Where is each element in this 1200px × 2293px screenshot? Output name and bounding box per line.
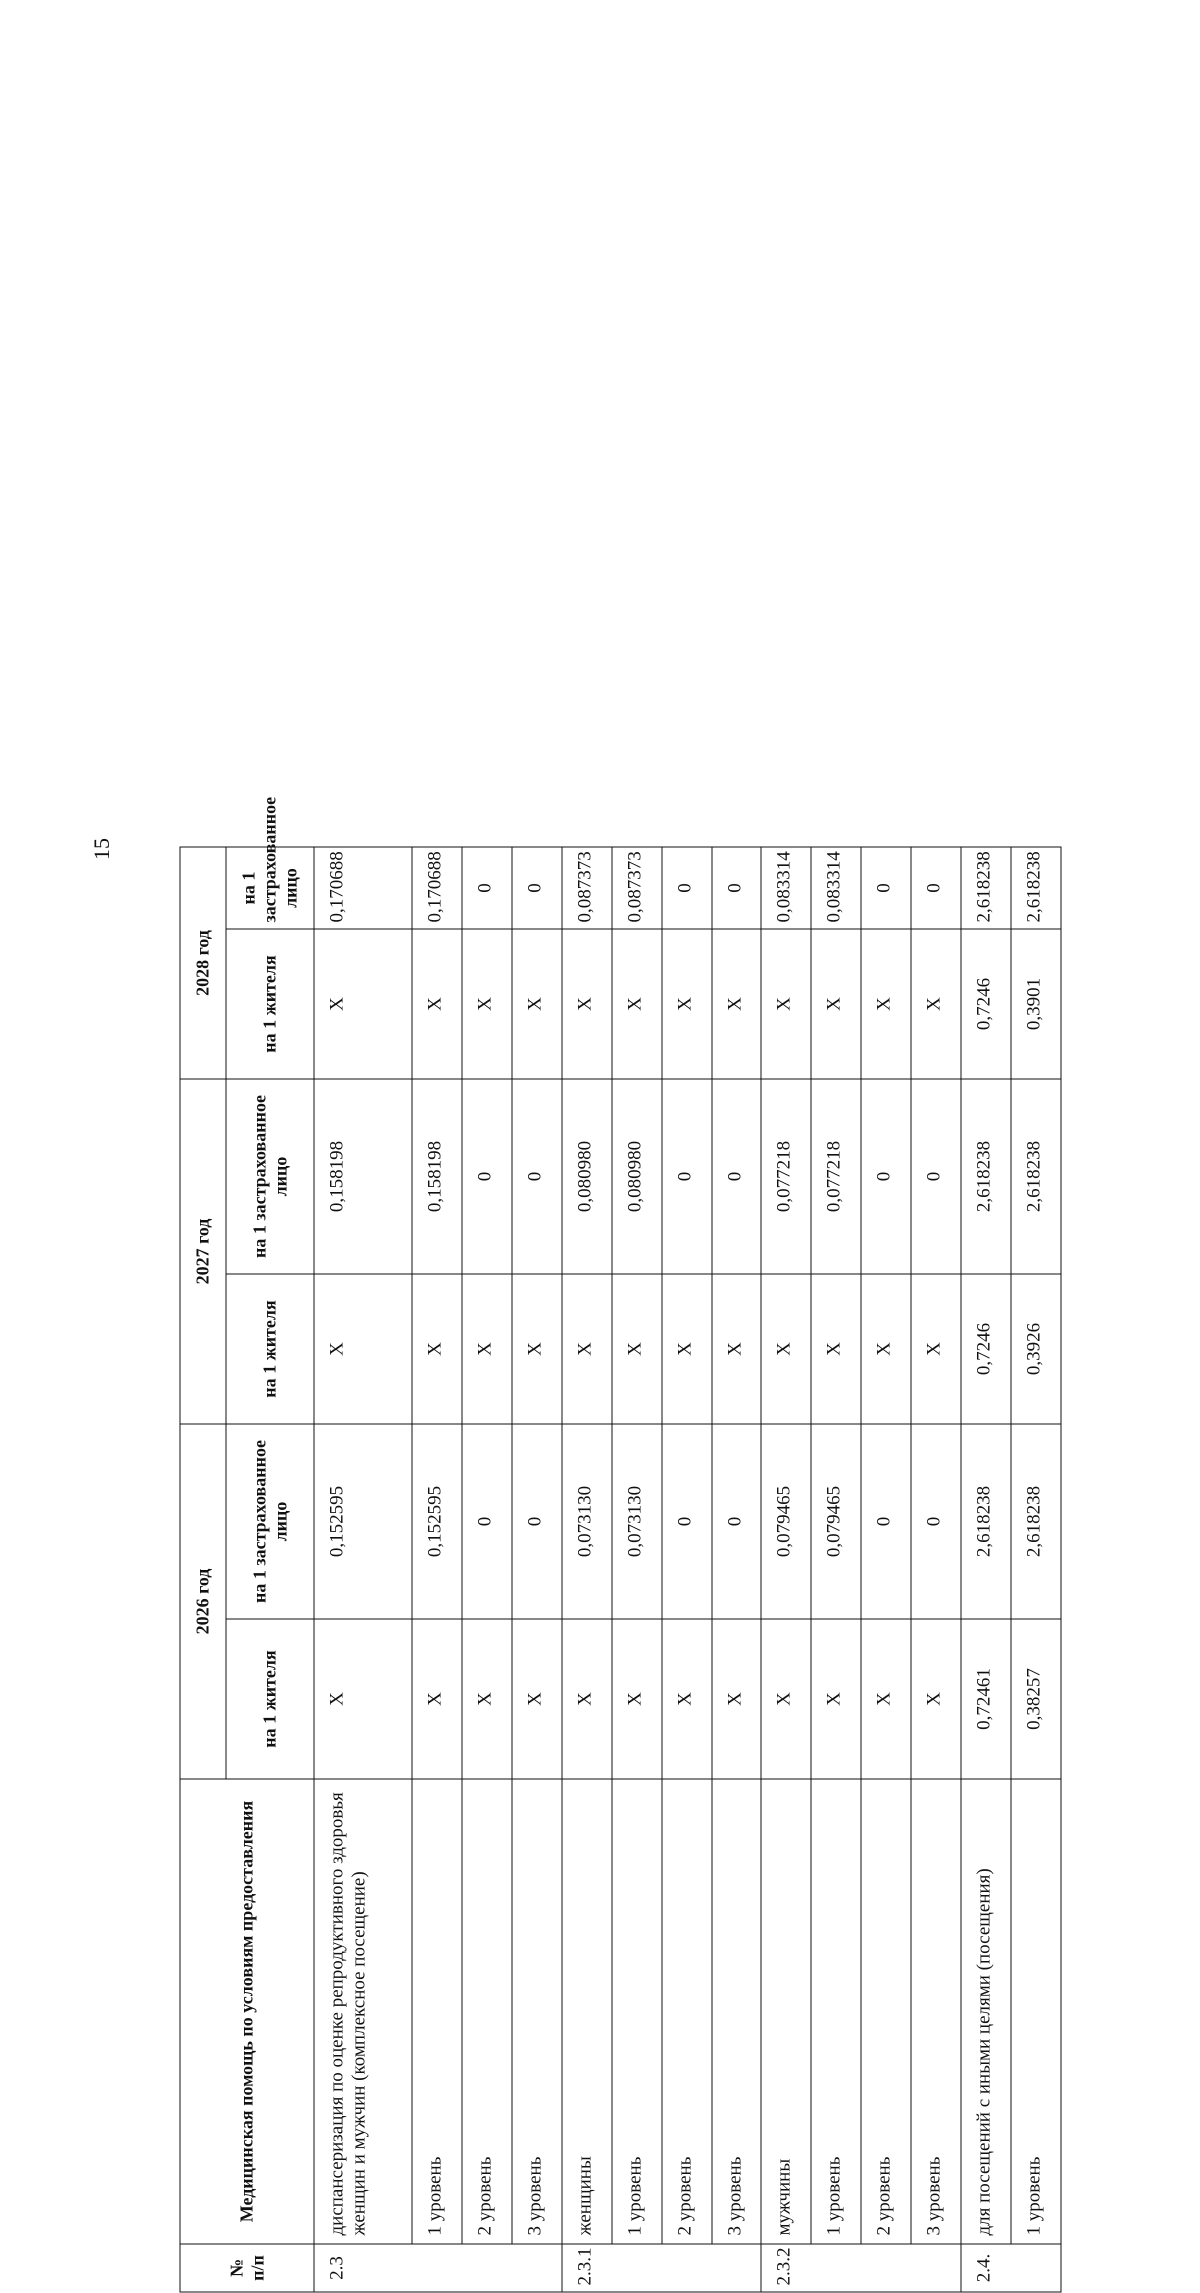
cell-value: 0 xyxy=(462,1079,512,1274)
cell-value: X xyxy=(861,1619,911,1779)
table-row xyxy=(562,847,612,2292)
table-row xyxy=(811,847,861,2292)
header-row-years xyxy=(180,847,226,2292)
cell-value: X xyxy=(412,1619,462,1779)
cell-value: 0,158198 xyxy=(412,1079,462,1274)
cell-value: 0 xyxy=(861,1079,911,1274)
cell-value: X xyxy=(662,1274,712,1424)
cell-value: 2,618238 xyxy=(961,1424,1011,1619)
cell-value: X xyxy=(811,1274,861,1424)
header-name: Медицинская помощь по условиям предоставления xyxy=(180,1779,314,2244)
table-row xyxy=(911,847,961,2292)
cell-value: 0,38257 xyxy=(1011,1619,1061,1779)
cell-value: 0,077218 xyxy=(811,1079,861,1274)
table-row xyxy=(761,847,811,2292)
header-year-2027: 2027 год xyxy=(180,1079,226,1424)
header-per-insured: на 1 застрахованное лицо xyxy=(226,1079,314,1274)
header-year-2026: 2026 год xyxy=(180,1424,226,1779)
cell-value: 2,618238 xyxy=(961,1079,1011,1274)
row-name: мужчины xyxy=(761,1779,811,2244)
cell-value: 0,7246 xyxy=(961,1274,1011,1424)
table-row xyxy=(961,847,1011,2292)
table-row xyxy=(314,847,412,2292)
cell-value: X xyxy=(662,929,712,1079)
cell-value: 0,170688 xyxy=(314,847,412,929)
row-name: 1 уровень xyxy=(612,1779,662,2244)
header-year-2028: 2028 год xyxy=(180,847,226,1079)
cell-value: 0,077218 xyxy=(761,1079,811,1274)
cell-value: X xyxy=(911,1619,961,1779)
cell-value: 0,3926 xyxy=(1011,1274,1061,1424)
cell-value: 0,7246 xyxy=(961,929,1011,1079)
cell-value: X xyxy=(761,929,811,1079)
cell-value: 0,073130 xyxy=(612,1424,662,1619)
cell-value: X xyxy=(512,929,562,1079)
cell-value: 0 xyxy=(861,1424,911,1619)
cell-value: X xyxy=(512,1274,562,1424)
cell-value: 2,618238 xyxy=(1011,1079,1061,1274)
row-num: 2.3.2 xyxy=(761,2244,961,2292)
cell-value: X xyxy=(712,929,762,1079)
cell-value: 2,618238 xyxy=(1011,847,1061,929)
row-num: 2.4. xyxy=(961,2244,1061,2292)
cell-value: 0 xyxy=(512,847,562,929)
row-name: 2 уровень xyxy=(662,1779,712,2244)
cell-value: 0,152595 xyxy=(314,1424,412,1619)
cell-value: 0,080980 xyxy=(562,1079,612,1274)
cell-value: X xyxy=(712,1619,762,1779)
header-per-resident: на 1 жителя xyxy=(226,1274,314,1424)
cell-value: 0 xyxy=(662,1079,712,1274)
row-name: диспансеризация по оценке репродуктивного здоровья женщин и мужчин (комплексное посещение) xyxy=(314,1779,412,2244)
cell-value: X xyxy=(861,929,911,1079)
cell-value: X xyxy=(512,1619,562,1779)
table-row xyxy=(662,847,712,2292)
table-row xyxy=(412,847,462,2292)
cell-value: 0,158198 xyxy=(314,1079,412,1274)
header-per-insured: на 1 застрахованное лицо xyxy=(226,847,314,929)
cell-value: 0 xyxy=(712,1079,762,1274)
cell-value: X xyxy=(462,929,512,1079)
cell-value: 0,3901 xyxy=(1011,929,1061,1079)
row-name: женщины xyxy=(562,1779,612,2244)
cell-value: X xyxy=(662,1619,712,1779)
cell-value: X xyxy=(612,1619,662,1779)
header-per-resident: на 1 жителя xyxy=(226,1619,314,1779)
header-num: № п/п xyxy=(180,2244,314,2292)
page-number: 15 xyxy=(89,838,114,860)
cell-value: 0,083314 xyxy=(761,847,811,929)
row-name: 1 уровень xyxy=(1011,1779,1061,2244)
header-per-resident: на 1 жителя xyxy=(226,929,314,1079)
table-row xyxy=(612,847,662,2292)
cell-value: X xyxy=(811,929,861,1079)
cell-value: 0,152595 xyxy=(412,1424,462,1619)
cell-value: X xyxy=(412,929,462,1079)
cell-value: 0,72461 xyxy=(961,1619,1011,1779)
cell-value: X xyxy=(612,929,662,1079)
cell-value: X xyxy=(761,1619,811,1779)
row-name: 3 уровень xyxy=(911,1779,961,2244)
row-name: 3 уровень xyxy=(512,1779,562,2244)
cell-value: 0,073130 xyxy=(562,1424,612,1619)
table-row xyxy=(712,847,762,2292)
cell-value: 0 xyxy=(911,1424,961,1619)
cell-value: X xyxy=(861,1274,911,1424)
cell-value: X xyxy=(462,1274,512,1424)
cell-value: 0 xyxy=(662,847,712,929)
row-name: для посещений с иными целями (посещения) xyxy=(961,1779,1011,2244)
row-name: 2 уровень xyxy=(861,1779,911,2244)
cell-value: X xyxy=(462,1619,512,1779)
cell-value: X xyxy=(314,1619,412,1779)
row-name: 3 уровень xyxy=(712,1779,762,2244)
cell-value: 0 xyxy=(512,1079,562,1274)
row-num: 2.3 xyxy=(314,2244,562,2292)
row-num: 2.3.1 xyxy=(562,2244,762,2292)
cell-value: 0 xyxy=(712,1424,762,1619)
cell-value: X xyxy=(761,1274,811,1424)
cell-value: X xyxy=(562,1274,612,1424)
cell-value: X xyxy=(712,1274,762,1424)
table-row xyxy=(861,847,911,2292)
cell-value: 0 xyxy=(911,1079,961,1274)
row-name: 1 уровень xyxy=(412,1779,462,2244)
cell-value: X xyxy=(811,1619,861,1779)
cell-value: 0 xyxy=(712,847,762,929)
cell-value: 0 xyxy=(662,1424,712,1619)
cell-value: 0,087373 xyxy=(562,847,612,929)
cell-value: 0 xyxy=(512,1424,562,1619)
cell-value: X xyxy=(314,1274,412,1424)
cell-value: 2,618238 xyxy=(1011,1424,1061,1619)
cell-value: 0 xyxy=(861,847,911,929)
row-name: 1 уровень xyxy=(811,1779,861,2244)
table-wrapper xyxy=(180,796,1062,2293)
cell-value: X xyxy=(562,929,612,1079)
header-per-insured: на 1 застрахованное лицо xyxy=(226,1424,314,1619)
cell-value: 0 xyxy=(462,847,512,929)
data-table xyxy=(180,796,1062,2293)
cell-value: 0,079465 xyxy=(811,1424,861,1619)
row-name: 2 уровень xyxy=(462,1779,512,2244)
cell-value: 0,080980 xyxy=(612,1079,662,1274)
cell-value: 0,079465 xyxy=(761,1424,811,1619)
cell-value: X xyxy=(911,1274,961,1424)
table-row xyxy=(1011,847,1061,2292)
cell-value: 2,618238 xyxy=(961,847,1011,929)
cell-value: X xyxy=(911,929,961,1079)
table-row xyxy=(512,847,562,2292)
cell-value: 0,083314 xyxy=(811,847,861,929)
cell-value: 0 xyxy=(911,847,961,929)
cell-value: 0 xyxy=(462,1424,512,1619)
table-row xyxy=(462,847,512,2292)
cell-value: 0,170688 xyxy=(412,847,462,929)
cell-value: X xyxy=(612,1274,662,1424)
cell-value: X xyxy=(314,929,412,1079)
cell-value: 0,087373 xyxy=(612,847,662,929)
cell-value: X xyxy=(412,1274,462,1424)
cell-value: X xyxy=(562,1619,612,1779)
